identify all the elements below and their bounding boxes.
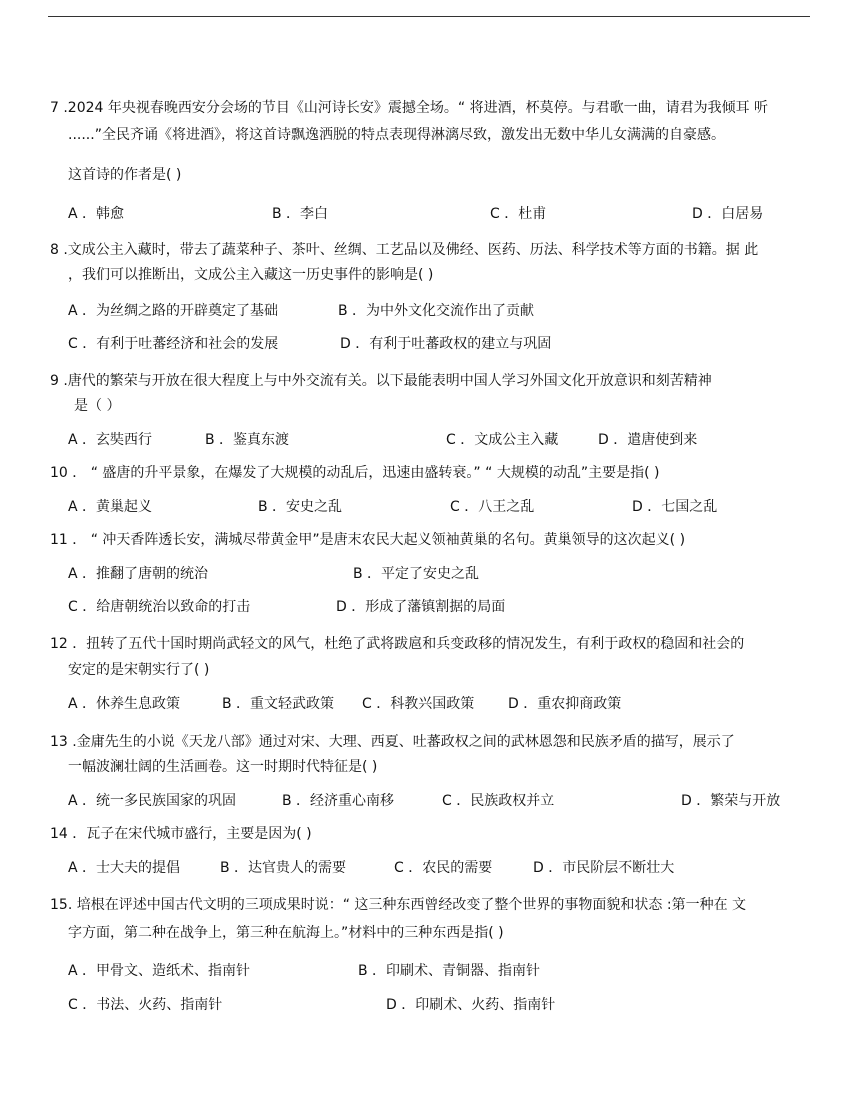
question-8-line-2: ，我们可以推断出，文成公主入藏这一历史事件的影响是( )	[68, 267, 434, 283]
question-13-option-a[interactable]: A ．统一多民族国家的巩固	[68, 793, 237, 809]
question-15-option-a[interactable]: A ．甲骨文、造纸术、指南针	[68, 963, 251, 979]
question-15-option-b[interactable]: B ．印刷术、青铜器、指南针	[358, 963, 541, 979]
question-12-option-a[interactable]: A ．休养生息政策	[68, 696, 181, 712]
question-8-option-c[interactable]: C ．有利于吐蕃经济和社会的发展	[68, 336, 279, 352]
question-8-option-a[interactable]: A ．为丝绸之路的开辟奠定了基础	[68, 303, 279, 319]
question-8-option-d[interactable]: D ．有利于吐蕃政权的建立与巩固	[340, 336, 552, 352]
question-15-option-c[interactable]: C ．书法、火药、指南针	[68, 997, 223, 1013]
question-9-line-1: 9 .唐代的繁荣与开放在很大程度上与中外交流有关。以下最能表明中国人学习外国文化开放意识和刻苦精神	[50, 373, 712, 389]
question-7-option-b[interactable]: B ．李白	[272, 206, 329, 222]
question-10-line-1: 10 ． “ 盛唐的升平景象，在爆发了大规模的动乱后，迅速由盛转衰。” “ 大规模的动乱”主要是指( )	[50, 465, 660, 481]
question-9-option-d[interactable]: D ．遣唐使到来	[598, 432, 698, 448]
question-13-option-d[interactable]: D ．繁荣与开放	[681, 793, 781, 809]
question-7-line-2: ......”全民齐诵《将进酒》，将这首诗飘逸洒脱的特点表现得淋漓尽致，激发出无数中华儿女满满的自豪感。	[68, 127, 725, 143]
question-8-line-1: 8 .文成公主入藏时，带去了蔬菜种子、茶叶、丝绸、工艺品以及佛经、医药、历法、科学技术等方面的书籍。据 此	[50, 242, 759, 258]
question-7-option-d[interactable]: D ．白居易	[692, 206, 764, 222]
question-10-option-a[interactable]: A ．黄巢起义	[68, 499, 153, 515]
question-11-line-1: 11 ． “ 冲天香阵透长安，满城尽带黄金甲”是唐末农民大起义领袖黄巢的名句。黄巢领导的这次起义( )	[50, 532, 686, 548]
question-7-line-3: 这首诗的作者是( )	[68, 167, 182, 183]
question-11-option-a[interactable]: A ．推翻了唐朝的统治	[68, 566, 209, 582]
question-9-option-b[interactable]: B ．鉴真东渡	[205, 432, 290, 448]
header-rule	[48, 16, 810, 17]
question-11-option-c[interactable]: C ．给唐朝统治以致命的打击	[68, 599, 251, 615]
question-9-option-a[interactable]: A ．玄奘西行	[68, 432, 153, 448]
question-9-option-c[interactable]: C ．文成公主入藏	[446, 432, 559, 448]
question-11-option-d[interactable]: D ．形成了藩镇割据的局面	[336, 599, 506, 615]
question-13-line-2: 一幅波澜壮阔的生活画卷。这一时期时代特征是( )	[68, 759, 378, 775]
question-15-line-1: 15. 培根在评述中国古代文明的三项成果时说：“ 这三种东西曾经改变了整个世界的事物面貌和状态 :第一种在 文	[50, 897, 747, 913]
question-12-option-d[interactable]: D ．重农抑商政策	[508, 696, 622, 712]
question-15-option-d[interactable]: D ．印刷术、火药、指南针	[386, 997, 556, 1013]
question-8-option-b[interactable]: B ．为中外文化交流作出了贡献	[338, 303, 535, 319]
question-10-option-c[interactable]: C ．八王之乱	[450, 499, 535, 515]
question-13-line-1: 13 .金庸先生的小说《天龙八部》通过对宋、大理、西夏、吐蕃政权之间的武林恩怨和民族矛盾的描写，展示了	[50, 734, 735, 750]
question-14-option-d[interactable]: D ．市民阶层不断壮大	[533, 860, 675, 876]
question-12-line-2: 安定的是宋朝实行了( )	[68, 662, 210, 678]
question-7-option-a[interactable]: A ．韩愈	[68, 206, 125, 222]
question-14-option-b[interactable]: B ．达官贵人的需要	[220, 860, 347, 876]
question-10-option-d[interactable]: D ．七国之乱	[632, 499, 718, 515]
question-7-option-c[interactable]: C ．杜甫	[490, 206, 547, 222]
question-10-option-b[interactable]: B ．安史之乱	[258, 499, 343, 515]
question-13-option-c[interactable]: C ．民族政权并立	[442, 793, 555, 809]
question-12-option-c[interactable]: C ．科教兴国政策	[362, 696, 475, 712]
question-12-line-1: 12 ．扭转了五代十国时期尚武轻文的风气，杜绝了武将跋扈和兵变政移的情况发生，有利于政权的稳固和社会的	[50, 636, 745, 652]
question-7-line-1: 7 .2024 年央视春晚西安分会场的节目《山河诗长安》震撼全场。“ 将进酒，杯莫停。与君歌一曲，请君为我倾耳 听	[50, 100, 769, 116]
question-12-option-b[interactable]: B ．重文轻武政策	[222, 696, 335, 712]
question-9-line-2: 是（ ）	[74, 398, 121, 414]
question-14-line-1: 14 ．瓦子在宋代城市盛行，主要是因为( )	[50, 826, 312, 842]
question-11-option-b[interactable]: B ．平定了安史之乱	[353, 566, 480, 582]
question-13-option-b[interactable]: B ．经济重心南移	[282, 793, 395, 809]
question-14-option-c[interactable]: C ．农民的需要	[394, 860, 493, 876]
question-15-line-2: 字方面，第二种在战争上，第三种在航海上。”材料中的三种东西是指( )	[68, 925, 504, 941]
question-14-option-a[interactable]: A ．士大夫的提倡	[68, 860, 181, 876]
